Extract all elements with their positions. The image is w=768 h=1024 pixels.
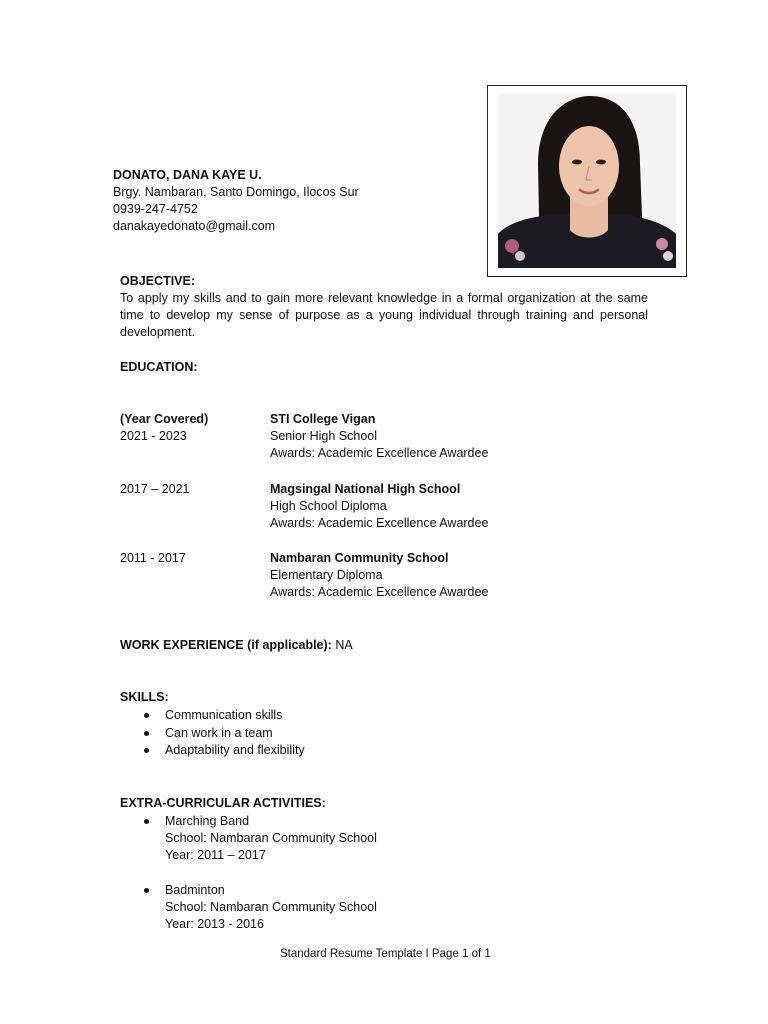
year-covered-header: (Year Covered) [120, 412, 209, 426]
bullet-icon [144, 731, 149, 736]
work-experience-heading: WORK EXPERIENCE (if applicable): [120, 638, 332, 652]
education-heading: EDUCATION: [120, 360, 198, 374]
education-school: Magsingal National High School [270, 482, 461, 496]
activity-name: Marching Band [165, 814, 250, 828]
education-level: Elementary Diploma [270, 568, 383, 582]
education-awards: Awards: Academic Excellence Awardee [270, 516, 489, 530]
activity-school: School: Nambaran Community School [165, 831, 377, 845]
work-experience [120, 637, 353, 654]
activity-name: Badminton [165, 883, 225, 897]
skill-label: Adaptability and flexibility [165, 743, 305, 757]
objective-text: To apply my skills and to gain more relevant knowledge in a formal organization at the same time to develop my sense of purpose as a young individual through training and personal development. [120, 291, 648, 339]
education-years: 2011 - 2017 [120, 551, 186, 565]
education-years: 2021 - 2023 [120, 429, 187, 443]
applicant-phone: 0939-247-4752 [113, 202, 198, 216]
contact-header [113, 167, 359, 235]
list-item [144, 707, 305, 725]
skill-label: Can work in a team [165, 725, 273, 740]
list-item [144, 725, 305, 743]
objective-section [120, 273, 648, 341]
education-awards: Awards: Academic Excellence Awardee [270, 585, 489, 599]
skills-list [144, 707, 305, 760]
profile-photo [498, 94, 676, 268]
education-school: STI College Vigan [270, 412, 376, 426]
bullet-icon [144, 713, 149, 718]
bullet-icon [144, 819, 149, 824]
skills-heading: SKILLS: [120, 690, 169, 704]
list-item [144, 742, 305, 760]
education-level: Senior High School [270, 429, 378, 443]
applicant-address: Brgy. Nambaran, Santo Domingo, Ilocos Sur [113, 185, 359, 199]
activity-year: Year: 2011 – 2017 [165, 848, 266, 862]
education-awards: Awards: Academic Excellence Awardee [270, 446, 489, 460]
page-footer: Standard Resume Template I Page 1 of 1 [280, 948, 491, 960]
education-level: High School Diploma [270, 499, 387, 513]
applicant-name: DONATO, DANA KAYE U. [113, 168, 262, 182]
bullet-icon [144, 748, 149, 753]
work-experience-value: NA [335, 638, 353, 652]
extracurricular-heading: EXTRA-CURRICULAR ACTIVITIES: [120, 796, 326, 810]
education-years: 2017 – 2021 [120, 482, 190, 496]
profile-photo-frame [487, 85, 687, 277]
bullet-icon [144, 888, 149, 893]
skill-label: Communication skills [165, 708, 283, 722]
activity-school: School: Nambaran Community School [165, 900, 377, 914]
objective-heading: OBJECTIVE: [120, 274, 196, 288]
activity-year: Year: 2013 - 2016 [165, 917, 264, 931]
applicant-email: danakayedonato@gmail.com [113, 219, 276, 233]
education-school: Nambaran Community School [270, 551, 449, 565]
